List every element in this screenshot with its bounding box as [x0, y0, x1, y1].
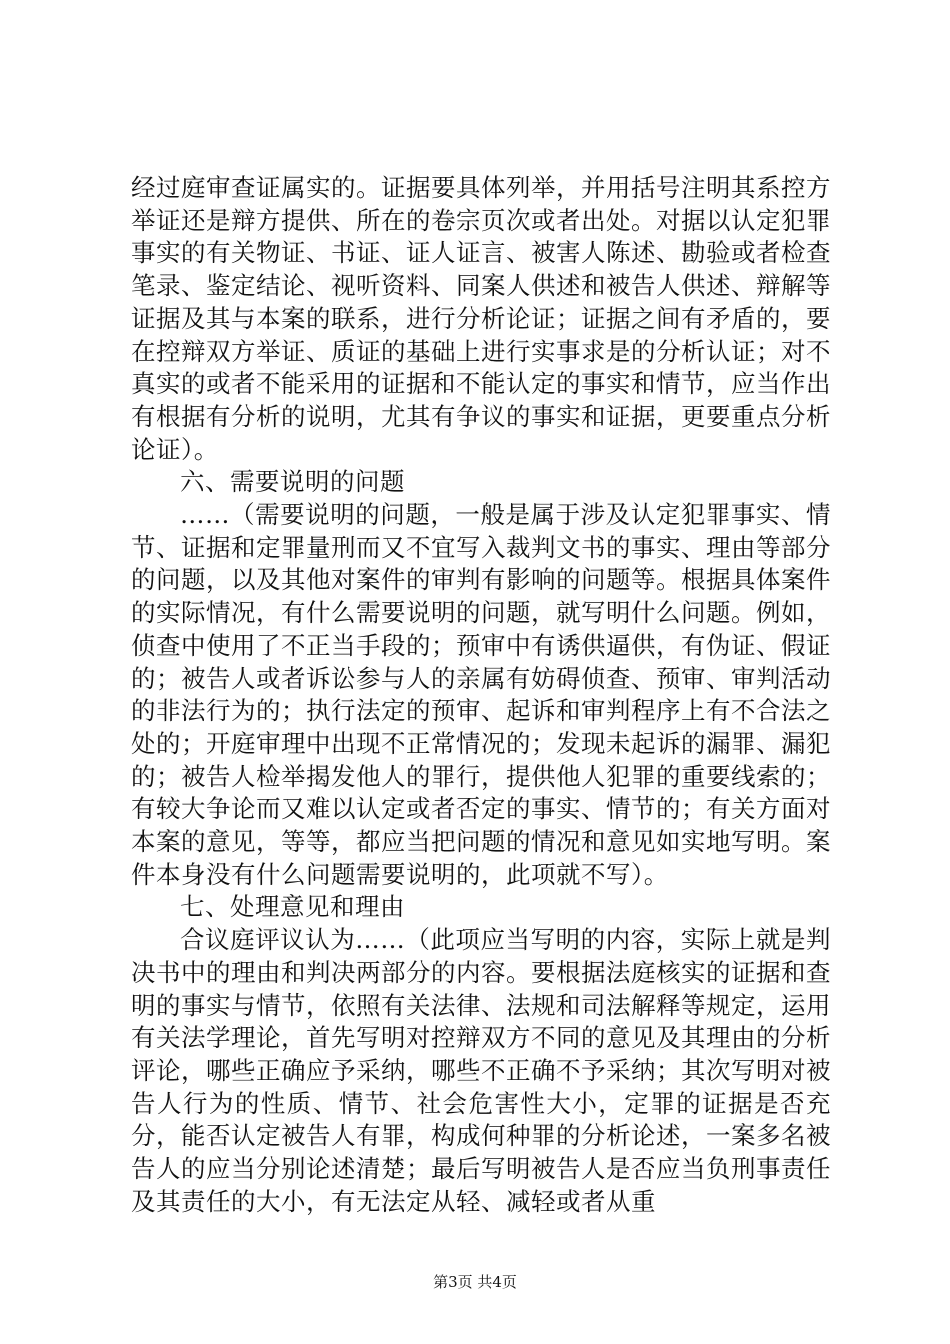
- page-number-footer: 第3页 共4页: [433, 1273, 517, 1291]
- paragraph-opinion-and-reasons: 合议庭评议认为……（此项应当写明的内容，实际上就是判决书中的理由和判决两部分的内容。要根据法庭核实的证据和查明的事实与情节，依照有关法律、法规和司法解释等规定，运用有关法学理论，首先写明对控辩双方不同的意见及其理由的分析评论，哪些正确应予采纳，哪些不正确不予采纳；其次写明对被告人行为的性质、情节、社会危害性大小，定罪的证据是否充分，能否认定被告人有罪，构成何种罪的分析论述，一案多名被告人的应当分别论述清楚；最后写明被告人是否应当负刑事责任及其责任的大小，有无法定从轻、减轻或者从重: [131, 925, 831, 1216]
- heading-section-six: 六、需要说明的问题: [180, 467, 405, 497]
- heading-section-seven: 七、处理意见和理由: [180, 892, 405, 922]
- paragraph-evidence-continuation: 经过庭审查证属实的。证据要具体列举，并用括号注明其系控方举证还是辩方提供、所在的卷宗页次或者出处。对据以认定犯罪事实的有关物证、书证、证人证言、被害人陈述、勘验或者检查笔录、鉴定结论、视听资料、同案人供述和被告人供述、辩解等证据及其与本案的联系，进行分析论证；证据之间有矛盾的，要在控辩双方举证、质证的基础上进行实事求是的分析认证；对不真实的或者不能采用的证据和不能认定的事实和情节，应当作出有根据有分析的说明，尤其有争议的事实和证据，更要重点分析论证）。: [131, 173, 831, 464]
- paragraph-issues-to-explain: ……（需要说明的问题，一般是属于涉及认定犯罪事实、情节、证据和定罪量刑而又不宜写入裁判文书的事实、理由等部分的问题，以及其他对案件的审判有影响的问题等。根据具体案件的实际情况，有什么需要说明的问题，就写明什么问题。例如，侦查中使用了不正当手段的；预审中有诱供逼供，有伪证、假证的；被告人或者诉讼参与人的亲属有妨碍侦查、预审、审判活动的非法行为的；执行法定的预审、起诉和审判程序上有不合法之处的；开庭审理中出现不正常情况的；发现未起诉的漏罪、漏犯的；被告人检举揭发他人的罪行，提供他人犯罪的重要线索的；有较大争论而又难以认定或者否定的事实、情节的；有关方面对本案的意见，等等，都应当把问题的情况和意见如实地写明。案件本身没有什么问题需要说明的，此项就不写）。: [131, 500, 831, 889]
- document-body: [131, 172, 831, 1219]
